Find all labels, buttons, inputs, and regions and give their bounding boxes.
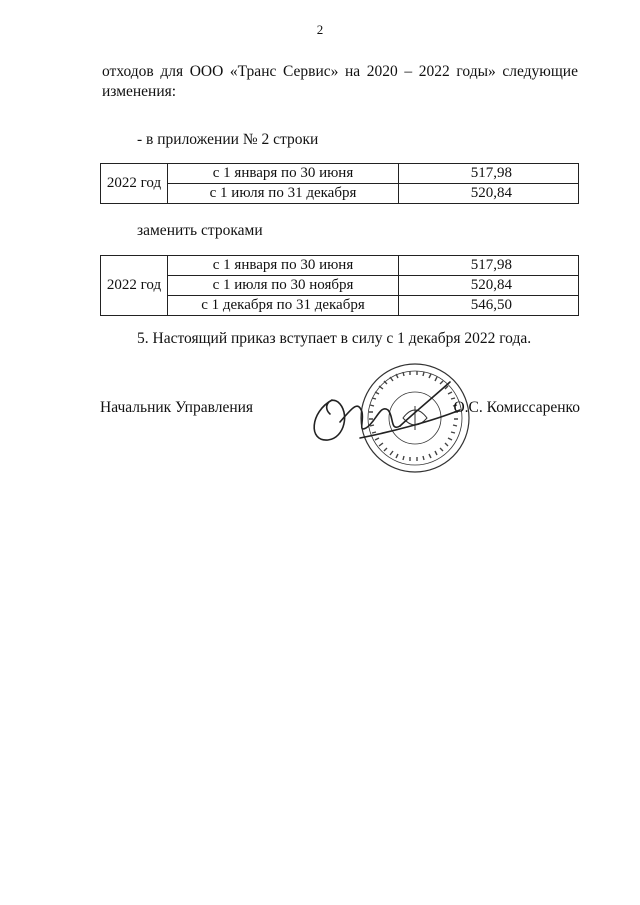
period-cell: с 1 июля по 30 ноября bbox=[168, 276, 399, 296]
table-row bbox=[101, 296, 579, 316]
signatory-position: Начальник Управления bbox=[100, 399, 254, 416]
intro-line-2: изменения: bbox=[102, 83, 177, 100]
year-cell: 2022 год bbox=[101, 256, 168, 316]
table-row bbox=[101, 164, 579, 184]
value-cell: 520,84 bbox=[399, 276, 579, 296]
value-cell: 520,84 bbox=[399, 184, 579, 204]
period-cell: с 1 января по 30 июня bbox=[168, 164, 399, 184]
table-row bbox=[101, 276, 579, 296]
replace-with-text: заменить строками bbox=[137, 222, 263, 239]
seal-stamp bbox=[361, 364, 469, 472]
period-cell: с 1 июля по 31 декабря bbox=[168, 184, 399, 204]
page-number: 2 bbox=[316, 22, 324, 37]
table-row bbox=[101, 256, 579, 276]
intro-paragraph bbox=[102, 62, 578, 102]
period-cell: с 1 января по 30 июня bbox=[168, 256, 399, 276]
period-cell: с 1 декабря по 31 декабря bbox=[168, 296, 399, 316]
handwritten-signature bbox=[314, 382, 460, 440]
value-cell: 546,50 bbox=[399, 296, 579, 316]
old-rates-table bbox=[100, 163, 579, 204]
value-cell: 517,98 bbox=[399, 164, 579, 184]
signatory-name: О.С. Комиссаренко bbox=[453, 399, 580, 416]
table-row bbox=[101, 184, 579, 204]
year-cell: 2022 год bbox=[101, 164, 168, 204]
value-cell: 517,98 bbox=[399, 256, 579, 276]
new-rates-table bbox=[100, 255, 579, 316]
intro-line-1: отходов для ООО «Транс Сервис» на 2020 – 2022 годы» следующие bbox=[102, 63, 578, 80]
clause-5: 5. Настоящий приказ вступает в силу с 1 декабря 2022 года. bbox=[137, 330, 532, 347]
replace-clause: - в приложении № 2 строки bbox=[137, 131, 319, 148]
